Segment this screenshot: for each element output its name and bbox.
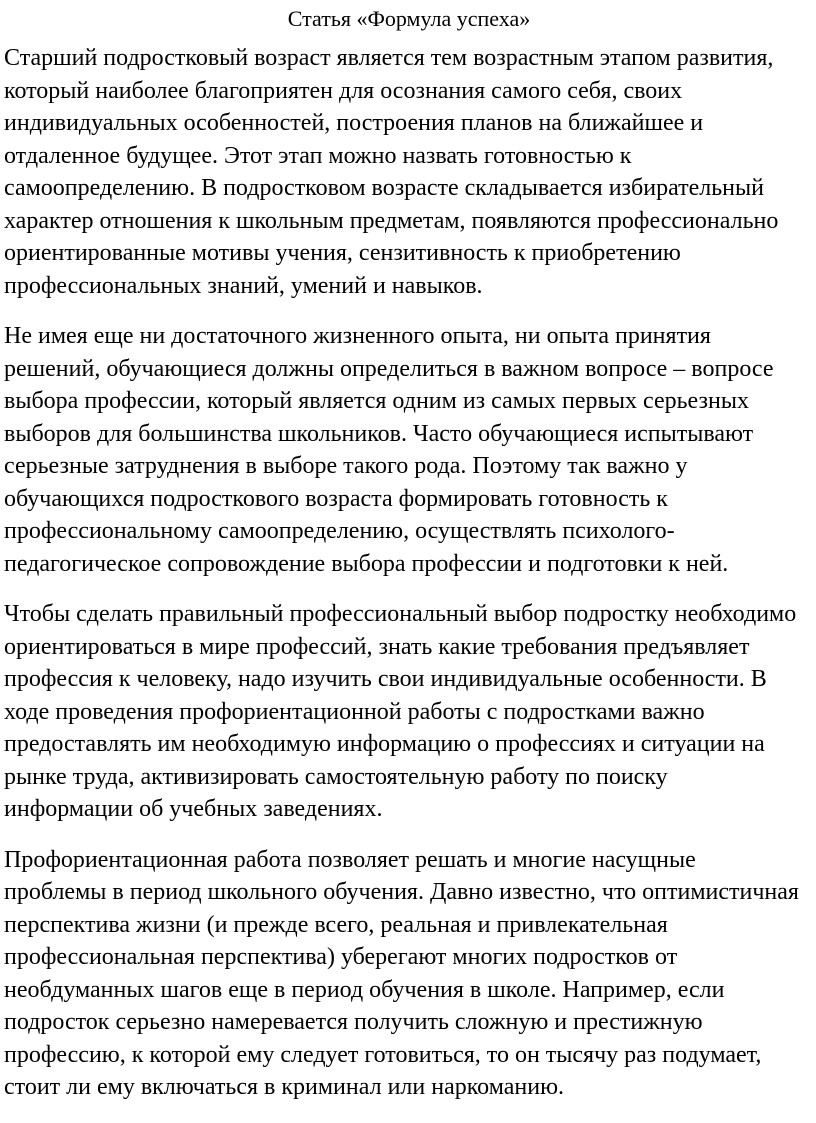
paragraph-line: решений, обучающиеся должны определиться в важном вопросе – вопросе: [4, 355, 774, 382]
paragraph-line: ориентированные мотивы учения, сензитивность к приобретению: [4, 240, 681, 266]
paragraph-line: педагогическое сопровождение выбора профессии и подготовки к ней.: [4, 550, 729, 577]
paragraph-line: Не имея еще ни достаточного жизненного опыта, ни опыта принятия: [4, 323, 711, 349]
paragraph-2: [4, 320, 814, 580]
paragraph-line: профессиональная перспектива) уберегают многих подростков от: [4, 944, 678, 970]
paragraph-line: стоит ли ему включаться в криминал или наркоманию.: [4, 1074, 565, 1100]
paragraph-line: подросток серьезно намеревается получить сложную и престижную: [4, 1009, 703, 1035]
article-title: Статья «Формула успеха»: [287, 6, 531, 31]
article-body: [4, 42, 814, 1104]
paragraph-line: серьезные затруднения в выборе такого рода. Поэтому так важно у: [4, 453, 688, 479]
paragraph-line: выборов для большинства школьников. Часто обучающиеся испытывают: [4, 420, 754, 447]
paragraph-line: предоставлять им необходимую информацию о профессиях и ситуации на: [4, 731, 765, 757]
paragraph-line: который наиболее благоприятен для осознания самого себя, своих: [4, 77, 683, 104]
paragraph-line: Старший подростковый возраст является тем возрастным этапом развития,: [4, 45, 774, 71]
paragraph-line: профессиональному самоопределению, осуществлять психолого-: [4, 518, 675, 544]
paragraph-4: [4, 844, 814, 1104]
paragraph-line: выбора профессии, который является одним из самых первых серьезных: [4, 388, 749, 414]
paragraph-line: индивидуальных особенностей, построения планов на ближайшее и: [4, 110, 704, 136]
paragraph-line: Чтобы сделать правильный профессиональный выбор подростку необходимо: [4, 601, 797, 627]
paragraph-line: отдаленное будущее. Этот этап можно назвать готовностью к: [4, 142, 632, 169]
paragraph-line: перспектива жизни (и прежде всего, реальная и привлекательная: [4, 911, 668, 938]
paragraph-line: информации об учебных заведениях.: [4, 796, 383, 822]
paragraph-line: обучающихся подросткового возраста формировать готовность к: [4, 485, 668, 512]
paragraph-line: ходе проведения профориентационной работы с подростками важно: [4, 698, 705, 725]
paragraph-line: проблемы в период школьного обучения. Давно известно, что оптимистичная: [4, 879, 799, 905]
paragraph-line: характер отношения к школьным предметам, появляются профессионально: [4, 207, 779, 234]
paragraph-line: профессия к человеку, надо изучить свои индивидуальные особенности. В: [4, 666, 767, 692]
paragraph-line: профессиональных знаний, умений и навыков.: [4, 272, 483, 299]
paragraph-line: ориентироваться в мире профессий, знать какие требования предъявляет: [4, 633, 750, 660]
paragraph-line: самоопределению. В подростковом возрасте складывается избирательный: [4, 175, 764, 201]
paragraph-3: [4, 598, 814, 826]
paragraph-line: необдуманных шагов еще в период обучения в школе. Например, если: [4, 976, 725, 1003]
paragraph-line: Профориентационная работа позволяет решать и многие насущные: [4, 846, 696, 873]
paragraph-1: [4, 42, 814, 302]
paragraph-line: рынке труда, активизировать самостоятельную работу по поиску: [4, 763, 668, 790]
paragraph-line: профессию, к которой ему следует готовиться, то он тысячу раз подумает,: [4, 1041, 762, 1068]
